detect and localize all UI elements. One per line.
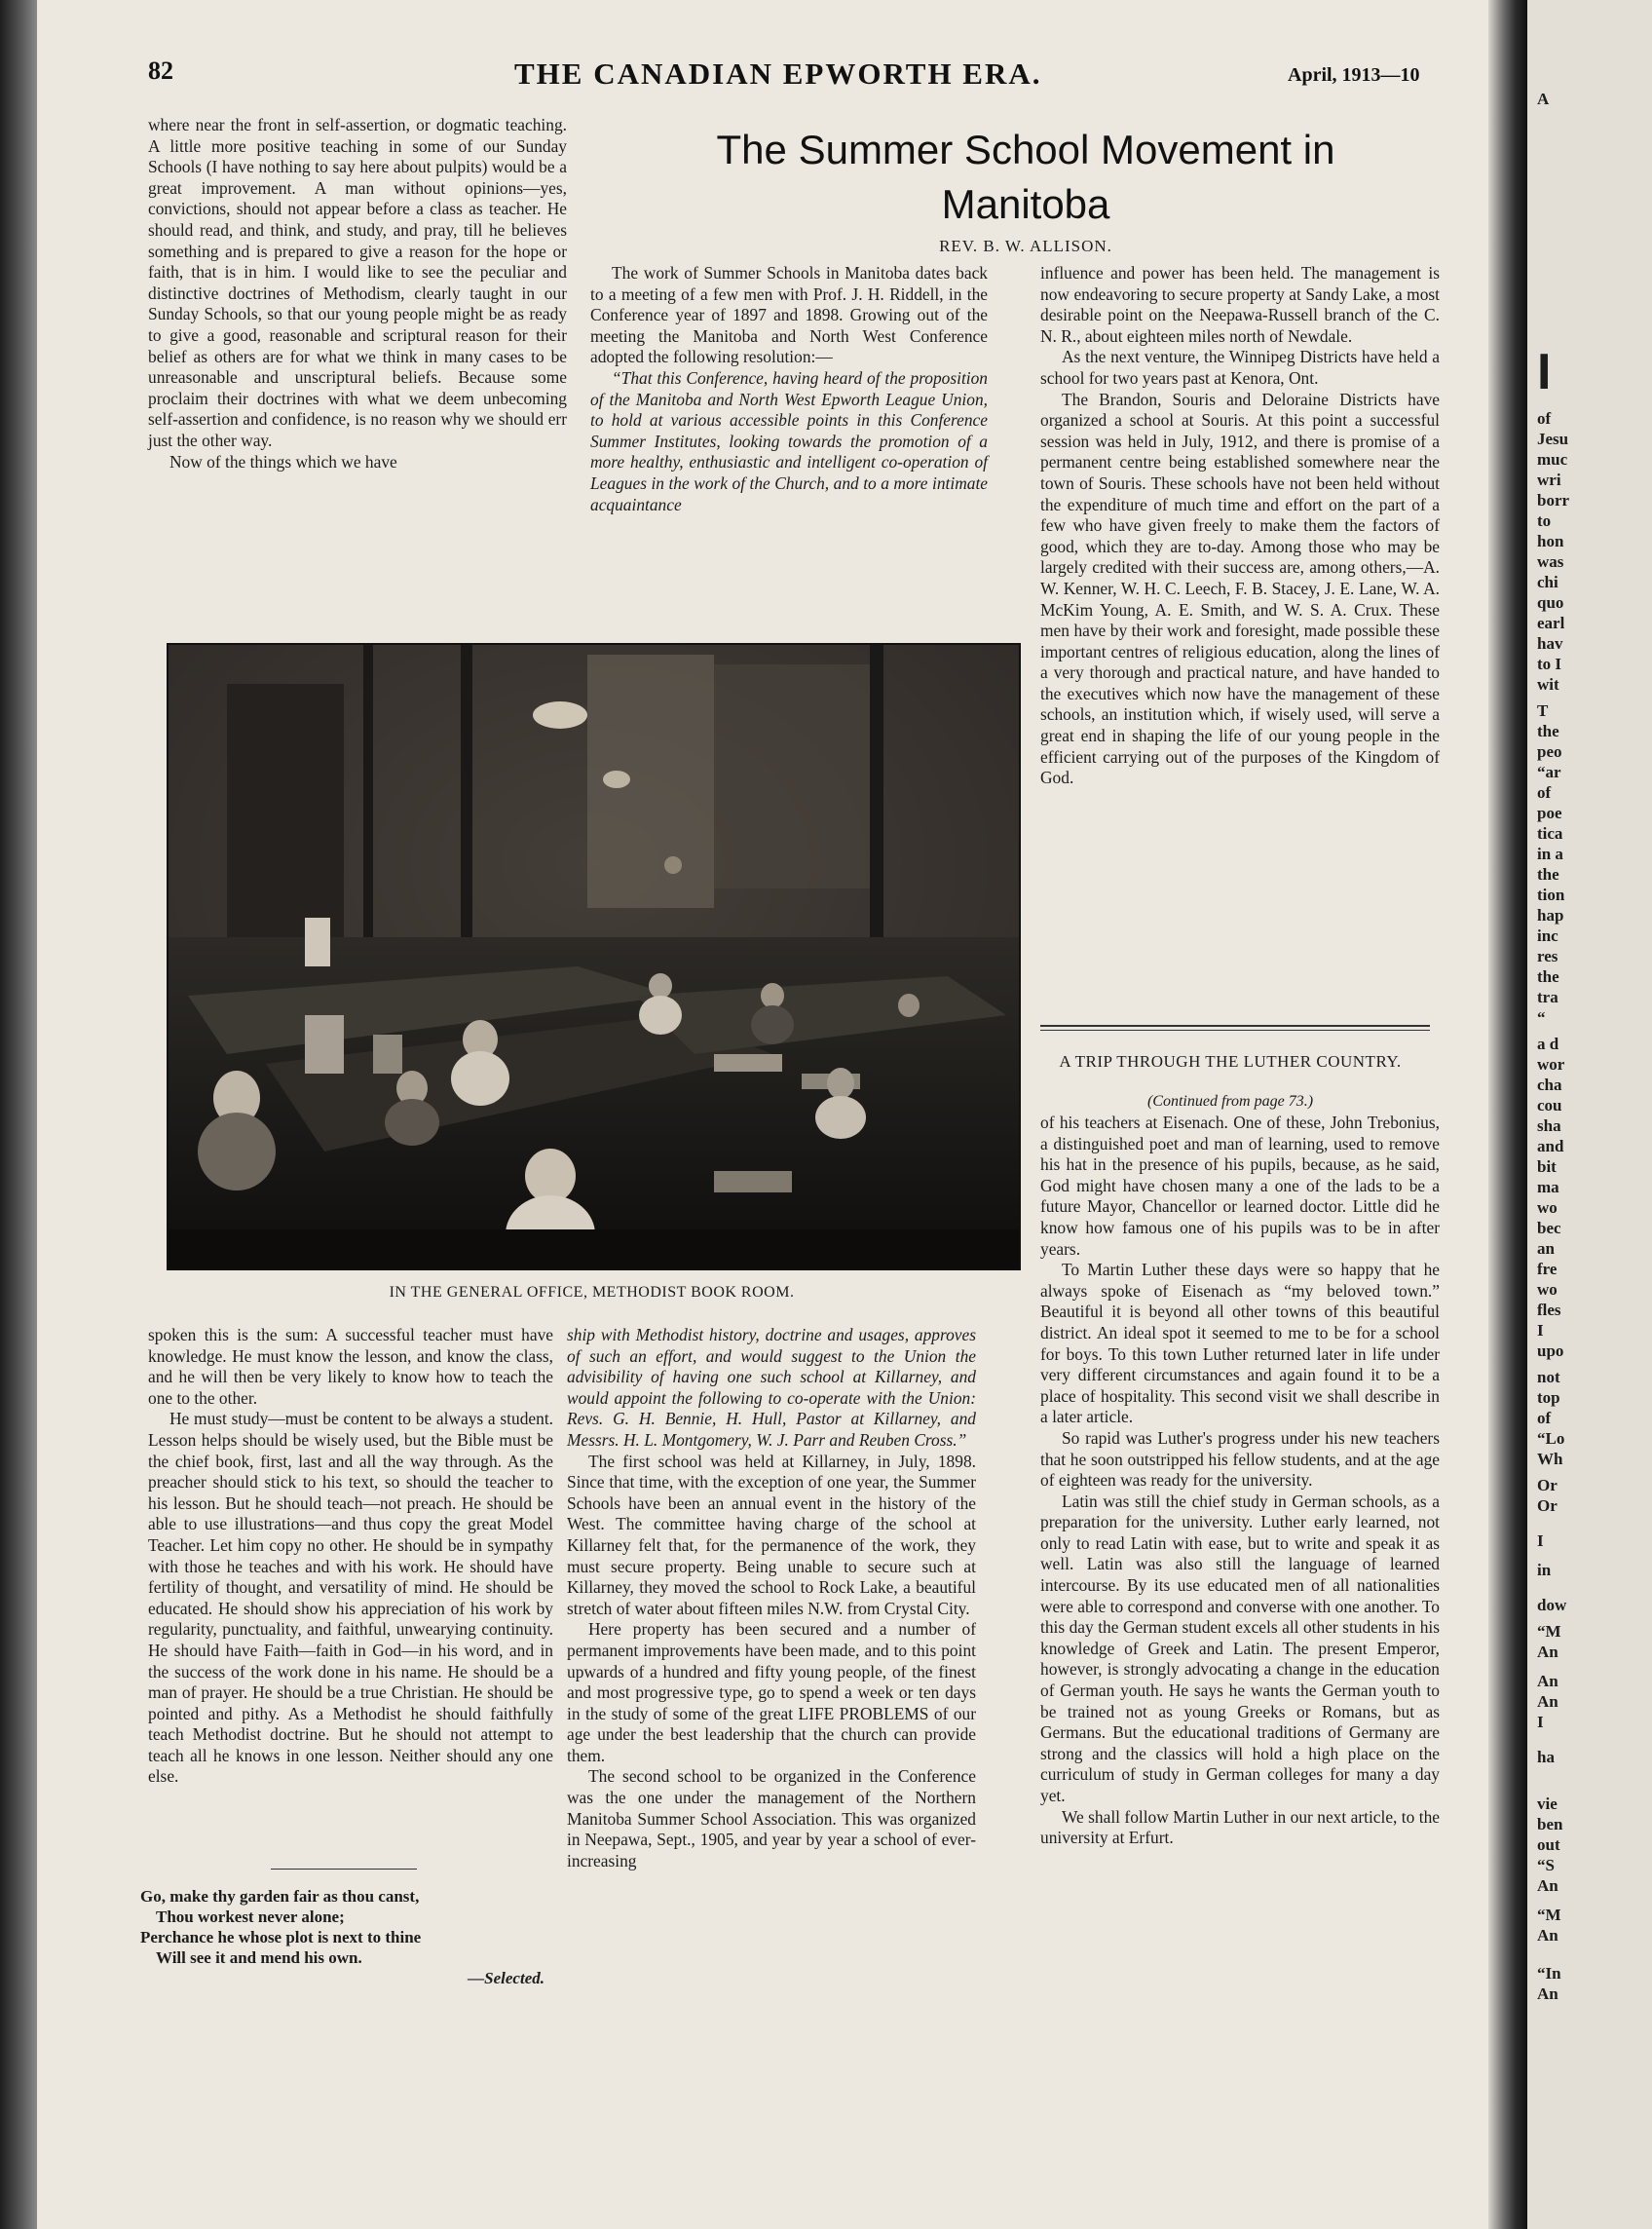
- facing-page-text: of: [1537, 1409, 1552, 1427]
- binding-spine: [0, 0, 37, 2229]
- office-photo-image: [169, 645, 1019, 1268]
- facing-page-text: the: [1537, 722, 1559, 740]
- facing-page-text: earl: [1537, 614, 1565, 632]
- facing-page-text: “: [1537, 1008, 1546, 1027]
- facing-page-text: T: [1537, 701, 1549, 720]
- poem-divider: [271, 1869, 417, 1870]
- facing-page-text: the: [1537, 967, 1559, 986]
- article-paragraph: The second school to be organized in the Conference was the one under the management of the Northern Manitoba Summer School Association. This was organized in Neepawa, Sept., 1905, and year by year a school of ever-increasing: [567, 1766, 976, 1870]
- article-paragraph: The first school was held at Killarney, in July, 1898. Since that time, with the exception of one year, the Summer Schools have been an annual event in the history of the West. The committee having charge of the school at Killarney felt that, for the permanence of the work, they must secure property. Being unable to secure such at Killarney, they moved the school to Rock Lake, a beautiful stretch of water about fifteen miles N.W. from Crystal City.: [567, 1451, 976, 1618]
- facing-page-text: bit: [1537, 1157, 1557, 1176]
- facing-page-text: “In: [1537, 1964, 1561, 1983]
- facing-page-text: An: [1537, 1643, 1558, 1661]
- luther-column: [1040, 1113, 1440, 1849]
- facing-page-text: “Lo: [1537, 1429, 1565, 1448]
- facing-page-text: top: [1537, 1388, 1560, 1407]
- continued-note: (Continued from page 73.): [1146, 1093, 1314, 1110]
- facing-page-text: in: [1537, 1561, 1552, 1579]
- facing-page-text: fre: [1537, 1260, 1558, 1278]
- facing-page-text: and: [1537, 1137, 1564, 1155]
- facing-page-text: tica: [1537, 824, 1563, 843]
- facing-page-text: “ar: [1537, 763, 1561, 781]
- luther-heading: A TRIP THROUGH THE LUTHER COUNTRY.: [1059, 1052, 1402, 1071]
- poem: [140, 1886, 544, 1988]
- facing-page-text: “S: [1537, 1856, 1555, 1874]
- facing-page-text: vie: [1537, 1795, 1558, 1813]
- facing-page-text: out: [1537, 1835, 1560, 1854]
- section-divider: [1040, 1025, 1430, 1027]
- facing-page-text: I: [1537, 1713, 1544, 1731]
- facing-page-text: fles: [1537, 1301, 1561, 1319]
- facing-page-text: inc: [1537, 926, 1558, 945]
- facing-page-text: bec: [1537, 1219, 1561, 1237]
- luther-paragraph: We shall follow Martin Luther in our next article, to the university at Erfurt.: [1040, 1806, 1440, 1848]
- facing-page-text: to I: [1537, 655, 1562, 673]
- facing-page-text: hap: [1537, 906, 1564, 925]
- left-paragraph: He must study—must be content to be always a student. Lesson helps should be wisely used, but the Bible must be the chief book, first, last and all the way through. As the preacher should stick to his text, so should the teacher to his lesson. But he should teach—not preach. He should be able to use illustrations—and thus copy the great Model Teacher. Let him copy no other. He should be in sympathy with those he teaches and with his work. He should have fertility of thought, and versatility of mind. He should be educated. He should show his appreciation of his work by regularity, punctuality, and faithful, unwearying continuity. He should have Faith—faith in God—in his word, and in the success of the work done in his name. He should be a man of prayer. He should be a true Christian. He should be pointed and pithy. As a Methodist he should faithfully teach Methodist doctrine. But he should not attempt to teach all he knows in one lesson. Neither should any one else.: [148, 1409, 553, 1787]
- poem-line: Perchance he whose plot is next to thine: [140, 1928, 422, 1946]
- facing-page-text: “M: [1537, 1906, 1561, 1924]
- article-paragraph: The work of Summer Schools in Manitoba dates back to a meeting of a few men with Prof. J. H. Riddell, in the Conference year of 1897 and 1898. Growing out of the meeting the Manitoba and North West Conference adopted the following resolution:—: [590, 263, 988, 367]
- facing-page-text: ma: [1537, 1178, 1559, 1196]
- poem-attribution: —Selected.: [468, 1969, 544, 1987]
- facing-page-text: res: [1537, 947, 1558, 965]
- facing-page-text: wri: [1537, 471, 1561, 489]
- luther-paragraph: So rapid was Luther's progress under his new teachers that he soon outstripped his fellow students, and at the age of eighteen was ready for the university.: [1040, 1427, 1440, 1491]
- facing-page-text: Jesu: [1537, 430, 1569, 448]
- facing-page-text: An: [1537, 1876, 1558, 1895]
- left-column-top: [148, 115, 567, 472]
- facing-page-text: tion: [1537, 886, 1565, 904]
- article-byline: REV. B. W. ALLISON.: [939, 237, 1112, 255]
- article-title-line: Manitoba: [941, 181, 1110, 227]
- facing-page-text: not: [1537, 1368, 1560, 1386]
- facing-page-text: An: [1537, 1692, 1558, 1711]
- facing-page-text: peo: [1537, 742, 1562, 761]
- facing-page-text: tra: [1537, 988, 1558, 1006]
- facing-page-text: I: [1537, 1531, 1544, 1550]
- facing-page-text: “M: [1537, 1622, 1561, 1641]
- article-title: [621, 123, 1430, 232]
- poem-line: Will see it and mend his own.: [156, 1948, 362, 1967]
- facing-page-text: quo: [1537, 593, 1564, 612]
- luther-paragraph: of his teachers at Eisenach. One of these, John Trebonius, a distinguished poet and man of learning, used to remove his hat in the presence of his pupils, because, as he said, God might have chosen many a one of the lads to be a future Mayor, Chancellor or learned doctor. Little did he know how famous one of his pupils was to be in after years.: [1040, 1113, 1440, 1259]
- facing-page-text: in a: [1537, 845, 1563, 863]
- facing-page-text: dow: [1537, 1596, 1567, 1614]
- facing-page-text: I: [1537, 344, 1552, 400]
- luther-paragraph: To Martin Luther these days were so happy that he always spoke of Eisenach as “my beloved town.” Beautiful it is beyond all other towns of this beautiful district. An ideal spot it seemed to me to be for a school for boys. To this town Luther returned later in life under very different circumstances and again found it to be a place of hospitality. This second visit we shall describe in a later article.: [1040, 1260, 1440, 1427]
- page-number: 82: [148, 57, 173, 85]
- facing-page-text: of: [1537, 783, 1552, 802]
- office-photograph: [167, 643, 1021, 1270]
- facing-page-text: muc: [1537, 450, 1568, 469]
- facing-page-text: An: [1537, 1926, 1558, 1945]
- resolution-quote-cont: ship with Methodist history, doctrine and usages, approves of such an effort, and would suggest to the Union the advisibility of having one such school at Killarney, and would appoint the following to co-operate with the Union: Revs. G. H. Bennie, H. Hull, Pastor at Killarney, and Messrs. H. L. Montgomery, W. J. Parr and Reuben Cross.”: [567, 1325, 976, 1450]
- facing-page-text: wo: [1537, 1280, 1558, 1299]
- facing-page-text: a d: [1537, 1035, 1559, 1053]
- luther-paragraph: Latin was still the chief study in German schools, as a preparation for the university. Luther early learned, not only to read Latin with ease, but to write and speak it as well. Latin was also still the language of learned intercourse. By its use educated men of all nationalities were able to correspond and converse with one another. To this day the German student excels all other students in his knowledge of Greek and Latin. The present Emperor, however, is strongly advocating a change in the education of German youth. He says he wants the German youth to be trained not as young Greeks or Romans, but as Germans. But the educational traditions of Germany are strong and the classics will hold a high place on the curriculum of study in German colleges for many a day yet.: [1040, 1491, 1440, 1805]
- resolution-quote: “That this Conference, having heard of the proposition of the Manitoba and North West Epworth League Union, to hold at various accessible points in this Conference Summer Institutes, looking towards the promotion of a more healthy, enthusiastic and intelligent co-operation of Leagues in the work of the Church, and to a more intimate acquaintance: [590, 367, 988, 514]
- facing-page-text: upo: [1537, 1341, 1564, 1360]
- facing-page-text: A: [1537, 90, 1550, 108]
- right-column-top: [1040, 263, 1440, 789]
- facing-page-text: cha: [1537, 1076, 1562, 1094]
- facing-page-text: ha: [1537, 1748, 1555, 1766]
- facing-page-text: ben: [1537, 1815, 1563, 1833]
- article-paragraph: As the next venture, the Winnipeg Districts have held a school for two years past at Kenora, Ont.: [1040, 347, 1440, 388]
- middle-column-bottom: [567, 1325, 976, 1871]
- photo-caption: IN THE GENERAL OFFICE, METHODIST BOOK ROOM.: [389, 1284, 795, 1301]
- book-gutter: [1488, 0, 1527, 2229]
- facing-page-text: poe: [1537, 804, 1562, 822]
- poem-line: Go, make thy garden fair as thou canst,: [140, 1887, 420, 1906]
- middle-column-top: [590, 263, 988, 515]
- section-divider: [1040, 1030, 1430, 1031]
- facing-page-text: the: [1537, 865, 1559, 884]
- facing-page-text: Or: [1537, 1476, 1558, 1494]
- left-paragraph: spoken this is the sum: A successful teacher must have knowledge. He must know the lesson, and know the class, and he will then be very likely to know how to teach the one to the other.: [148, 1325, 553, 1408]
- article-paragraph: The Brandon, Souris and Deloraine Districts have organized a school at Souris. At this point a successful session was held in July, 1912, and there is promise of a permanent centre being established somewhere near the town of Souris. These schools have not been held without the expenditure of much time and effort on the part of a few who have given freely to make them the factors of good, which they are to-day. Among those who may be largely credited with their success are, among others,—A. W. Kenner, W. H. C. Leech, F. B. Stacey, J. E. Lane, W. A. McKim Young, A. E. Smith, and W. S. A. Crux. These men have by their work and foresight, made possible these important centres of religious education, along the lines of a very thorough and practical nature, and have handed to the executives which now have the management of these schools, an institution which, if wisely used, will serve a great end in shaping the life of our young people in the efficient carrying out of the purposes of the Kingdom of God.: [1040, 389, 1440, 788]
- facing-page-text: borr: [1537, 491, 1570, 510]
- article-paragraph: influence and power has been held. The management is now endeavoring to secure property at Sandy Lake, a most desirable point on the Neepawa-Russell branch of the C. N. R., about eighteen miles north of Newdale.: [1040, 263, 1440, 346]
- facing-page-text: hon: [1537, 532, 1564, 550]
- facing-page-text: chi: [1537, 573, 1558, 591]
- facing-page-text: wo: [1537, 1198, 1558, 1217]
- facing-page-text: an: [1537, 1239, 1555, 1258]
- article-title-line: The Summer School Movement in: [716, 127, 1335, 172]
- facing-page-text: An: [1537, 1672, 1558, 1690]
- facing-page-text: sha: [1537, 1116, 1561, 1135]
- facing-page-text: of: [1537, 409, 1552, 428]
- page-82: [37, 0, 1527, 2229]
- facing-page-text: I: [1537, 1321, 1544, 1340]
- facing-page-text: was: [1537, 552, 1564, 571]
- facing-page-text: Or: [1537, 1496, 1558, 1515]
- masthead: THE CANADIAN EPWORTH ERA.: [514, 57, 1042, 91]
- issue-date: April, 1913—10: [1288, 64, 1420, 86]
- facing-page-text: to: [1537, 511, 1552, 530]
- left-paragraph: Now of the things which we have: [169, 451, 397, 472]
- facing-page-fragment: [1527, 0, 1652, 2229]
- article-paragraph: Here property has been secured and a number of permanent improvements have been made, and to this point upwards of a hundred and fifty young people, of the finest and most progressive type, go to spend a week or ten days in the study of some of the great LIFE PROBLEMS of our age under the best leadership that the church can provide them.: [567, 1619, 976, 1765]
- facing-page-text: An: [1537, 1984, 1558, 2003]
- facing-page-text: hav: [1537, 634, 1563, 653]
- facing-page-text: wor: [1537, 1055, 1565, 1074]
- facing-page-text: cou: [1537, 1096, 1562, 1114]
- left-paragraph: where near the front in self-assertion, or dogmatic teaching. A little more positive teaching in some of our Sunday Schools (I have nothing to say here about pulpits) would be a great improvement. A man without opinions—yes, convictions, should not appear before a class as teacher. He should read, and think, and study, and pray, till he believes something and is prepared to give a reason for the hope or faith, that is in him. I would like to see the peculiar and distinctive doctrines of Methodism, clearly taught in our Sunday Schools, so that our young people might be as ready to give a good, reasonable and scriptural reason for their belief as others are for what we think in many cases to be unreasonable and unscriptural beliefs. Because some proclaim their doctrines with what we deem unbecoming self-assertion and confidence, is no reason why we should err just the other way.: [148, 115, 567, 450]
- poem-line: Thou workest never alone;: [156, 1908, 345, 1926]
- left-column-bottom: [148, 1325, 553, 1788]
- facing-page-text: Wh: [1537, 1450, 1563, 1468]
- facing-page-text: wit: [1537, 675, 1559, 694]
